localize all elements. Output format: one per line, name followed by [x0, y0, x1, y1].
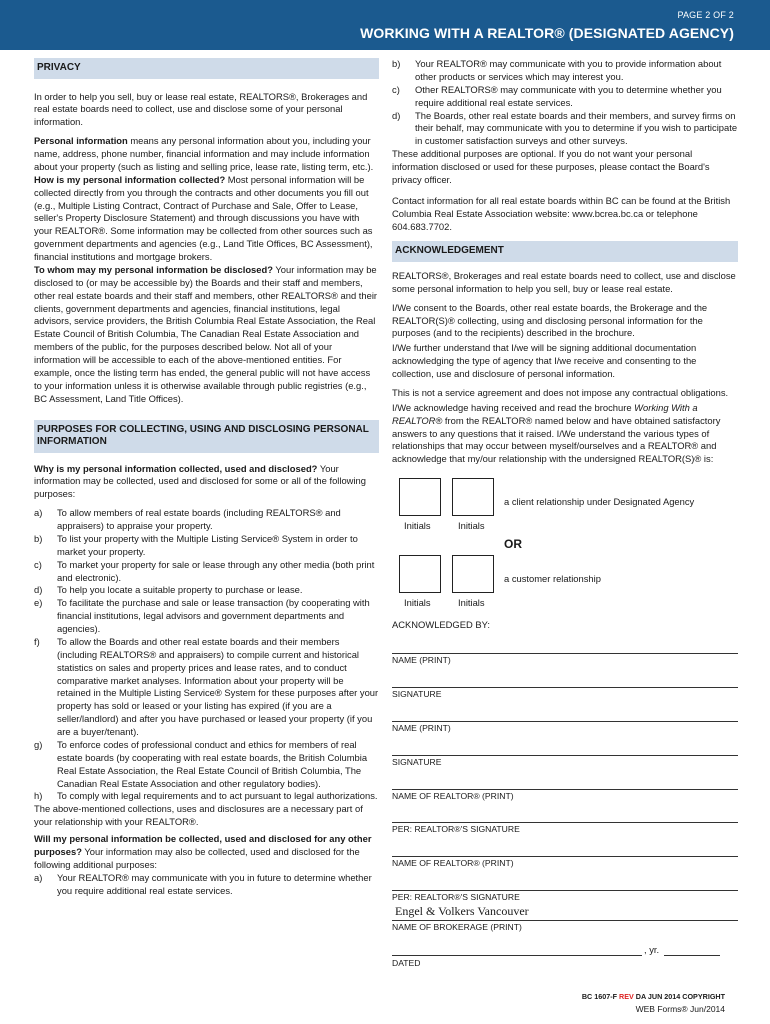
realtor-signature-line-2[interactable]: [392, 878, 738, 891]
initials-box-4[interactable]: [452, 555, 494, 593]
other-purposes-paragraph: [34, 833, 379, 872]
field-label: NAME OF REALTOR® (PRINT): [392, 858, 514, 869]
ack-paragraph-1: REALTORS®, Brokerages and real estate boards need to collect, use and disclose some personal information to help you sell, buy or lease real estate.: [392, 269, 736, 294]
realtor-name-line-1[interactable]: [392, 777, 738, 790]
ack-paragraph-5: I/We acknowledge having received and read the brochure Working With a REALTOR® from the REALTOR® named below and have obtained satisfactory answers to any questions that it raised. I/We understand the various types of relationships that may occur between myself/ourselves and a REALTOR® and acknowledge that my/our relationship with the undersigned REALTOR(S)® is:: [392, 401, 721, 465]
brokerage-name-value: Engel & Volkers Vancouver: [395, 904, 529, 919]
field-label: PER: REALTOR®'S SIGNATURE: [392, 824, 520, 835]
contact-info-text: Contact information for all real estate boards within BC can be found at the British Columbia Real Estate Association website: www.bcrea.bc.ca or telephone 604.683.7702.: [392, 194, 731, 232]
list-item: c) Other REALTORS® may communicate with you to determine whether you require additional real estate services.: [392, 83, 722, 108]
brochure-title: Working With a REALTOR®: [392, 401, 698, 426]
list-item: c) To market your property for sale or lease through any other media (both print and electronic).: [34, 558, 375, 583]
right-column: [392, 58, 738, 970]
field-label: NAME (PRINT): [392, 655, 451, 666]
signature-block: [392, 641, 738, 970]
list-item: f) To allow the Boards and other real estate boards and their members (including REALTORS® and appraisers) to compile current and historical statistics on sales and property prices and lease rates, and to conduct comparative market analyses. Information about your property will be retained in the Multiple Listing Service® System for these purposes after your property has sold or leased or your listing has expired (if you are a seller/landlord) and after you have purchased or leased your property (if you are a buyer/tenant).: [34, 635, 379, 737]
how-collected-paragraph: [34, 174, 379, 264]
purposes-closing: The above-mentioned collections, uses and disclosures are a necessary part of your relationship with your REALTOR®.: [34, 803, 363, 828]
acknowledged-by-label: ACKNOWLEDGED BY:: [392, 618, 490, 630]
ack-paragraph-2: I/We consent to the Boards, other real estate boards, the Brokerage and the REALTOR(S)® collecting, using and disclosing personal information for the purposes (and to the recipients) described in the brochure.: [392, 301, 708, 339]
initials-box-3[interactable]: [399, 555, 441, 593]
page-header: [0, 0, 770, 50]
to-whom-question: To whom may my personal information be disclosed?: [34, 263, 273, 275]
acknowledgement-heading: ACKNOWLEDGEMENT: [392, 241, 738, 262]
why-paragraph: [34, 463, 379, 502]
realtor-signature-line-1[interactable]: [392, 810, 738, 823]
name-print-line-1[interactable]: [392, 641, 738, 654]
initials-row-customer: [392, 555, 738, 615]
personal-info-paragraph: [34, 135, 379, 174]
signature-line-1[interactable]: [392, 675, 738, 688]
ack-paragraph-4: This is not a service agreement and does not impose any contractual obligations.: [392, 386, 729, 398]
brokerage-name-line[interactable]: [392, 904, 738, 921]
field-label: NAME OF REALTOR® (PRINT): [392, 790, 514, 801]
to-whom-text: Your information may be disclosed to (or may be accessible by) the Boards and their staff and members, other real estate boards and their staff and members, other REALTORS® and their clients, government departments and agencies, financial institutions, legal advisors, service providers, the British Columbia Real Estate Association, the Real Estate Council of British Columbia, The Canadian Real Estate Association and members of the public, for the purposes described below. Not all of your information will be accessible to each of the above-mentioned entities. For example, once the listing term has ended, the general public will not have access to your information unless it is otherwise available through public registries (e.g., BC Assessment, Land Title Offices).: [34, 263, 378, 404]
initials-label: Initials: [404, 520, 431, 532]
initials-label: Initials: [458, 520, 485, 532]
signature-line-2[interactable]: [392, 743, 738, 756]
list-item: h) To comply with legal requirements and to act pursuant to legal authorizations.: [34, 790, 378, 802]
list-item: b) Your REALTOR® may communicate with you to provide information about other products or services which may interest you.: [392, 58, 722, 82]
field-label: SIGNATURE: [392, 689, 442, 700]
to-whom-paragraph: [34, 264, 379, 406]
list-item: b) To list your property with the Multiple Listing Service® System in order to market your property.: [34, 532, 358, 557]
webforms-label: WEB Forms® Jun/2014: [635, 1004, 725, 1014]
personal-info-term: Personal information: [34, 135, 128, 147]
client-relationship-label: a client relationship under Designated Agency: [504, 496, 695, 508]
privacy-heading: PRIVACY: [34, 58, 379, 79]
purposes-heading: PURPOSES FOR COLLECTING, USING AND DISCLOSING PERSONAL INFORMATION: [34, 420, 379, 453]
how-collected-text: Most personal information will be collected directly from you through the contracts and other documents you fill out (e.g., Multiple Listing Contract, Contract of Purchase and Sale, Offer to Lease, seller's Property Disclosure Statement) and through discussions you have with your REALTOR®. Some information may be collected from other sources such as government departments and agencies (e.g., Land Title Offices, BC Assessment), financial institutions and mortgage brokers.: [34, 173, 373, 262]
form-code: BC 1607-F REV DA JUN 2014 COPYRIGHT: [581, 992, 725, 1001]
page-number: PAGE 2 OF 2: [677, 10, 734, 20]
additional-list-continued: [392, 58, 738, 148]
personal-info-text: means any personal information about you, including your name, address, phone number, financial information and may include information about your property (such as listing and selling price, lease rate, listing term, etc.).: [34, 135, 374, 172]
privacy-intro: In order to help you sell, buy or lease real estate, REALTORS®, Brokerages and real estate boards need to collect, use and disclose some of your personal information.: [34, 90, 368, 128]
dated-row: [392, 943, 738, 957]
year-label: , yr.: [644, 944, 660, 956]
why-question: Why is my personal information collected, used and disclosed?: [34, 462, 318, 474]
purposes-list: [34, 507, 379, 803]
list-item: d) To help you locate a suitable property to purchase or lease.: [34, 584, 303, 596]
initials-box-1[interactable]: [399, 478, 441, 516]
optional-purposes-text: These additional purposes are optional. If you do not want your personal information disclosed or used for these purposes, please contact the Board's privacy officer.: [392, 148, 710, 185]
other-purposes-text: Your information may also be collected, used and disclosed for the following additional purposes:: [34, 845, 360, 870]
ack-paragraph-3: I/We further understand that I/we will be signing additional documentation acknowledging the type of agency that I/we receive and consenting to the collection, use and disclosure of personal information.: [392, 342, 697, 379]
realtor-name-line-2[interactable]: [392, 844, 738, 857]
other-purposes-question: Will my personal information be collected, used and disclosed for any other purposes?: [34, 833, 372, 857]
left-column: [34, 58, 379, 897]
list-item: a) Your REALTOR® may communicate with you in future to determine whether you require additional real estate services.: [34, 871, 372, 896]
field-label: NAME OF BROKERAGE (PRINT): [392, 921, 522, 932]
form-title: WORKING WITH A REALTOR® (DESIGNATED AGENCY): [360, 25, 734, 41]
field-label: NAME (PRINT): [392, 722, 451, 733]
year-line[interactable]: [664, 943, 720, 956]
additional-list-start: [34, 872, 379, 898]
initials-label: Initials: [404, 596, 431, 608]
initials-row-client: [392, 478, 738, 538]
date-line[interactable]: [392, 943, 642, 956]
initials-box-2[interactable]: [452, 478, 494, 516]
why-text: Your information may be collected, used and disclosed for some or all of the following purposes:: [34, 462, 366, 500]
initials-label: Initials: [458, 596, 485, 608]
how-collected-question: How is my personal information collected?: [34, 173, 226, 185]
or-label: OR: [504, 537, 522, 552]
field-label: SIGNATURE: [392, 756, 442, 767]
list-item: e) To facilitate the purchase and sale or lease transaction (by cooperating with financial institutions, legal advisors and government departments and agencies).: [34, 597, 370, 634]
name-print-line-2[interactable]: [392, 709, 738, 722]
dated-label: DATED: [392, 958, 421, 969]
field-label: PER: REALTOR®'S SIGNATURE: [392, 891, 520, 902]
list-item: a) To allow members of real estate boards (including REALTORS® and appraisers) to appraise your property.: [34, 507, 341, 531]
list-item: g) To enforce codes of professional conduct and ethics for members of real estate boards (by cooperating with real estate boards, the British Columbia Real Estate Association, the Real Estate Council of British Columbia, The Canadian Real Estate Association and other regulatory bodies).: [34, 738, 368, 789]
customer-relationship-label: a customer relationship: [504, 572, 601, 584]
list-item: d) The Boards, other real estate boards and their members, and survey firms on their behalf, may communicate with you to determine if you wish to participate in customer satisfaction surveys and other surveys.: [392, 109, 738, 147]
